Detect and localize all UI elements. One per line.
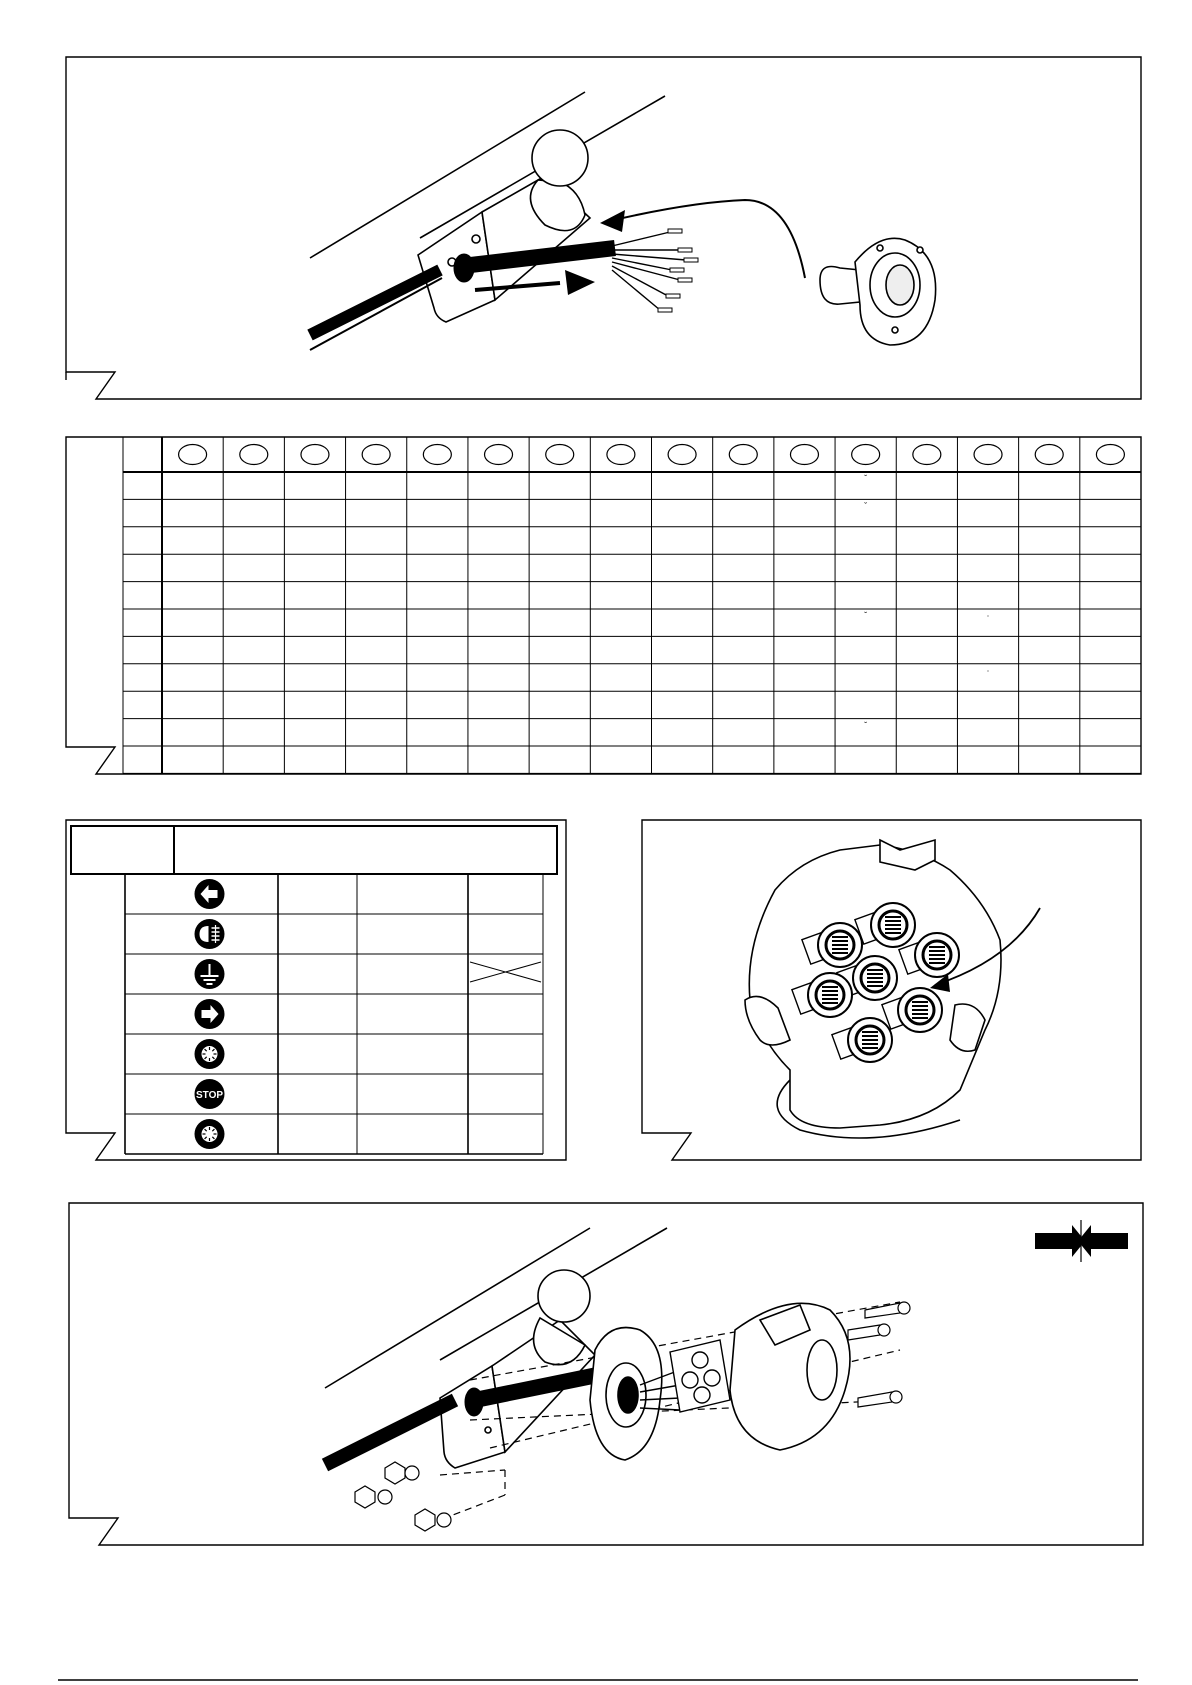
wiring-check-mark: ˇ: [864, 720, 868, 731]
arrow-in-icon: [1035, 1220, 1128, 1262]
wiring-check-mark: ˇ: [864, 501, 868, 512]
wiring-check-mark: ·: [986, 665, 990, 676]
wiring-check-mark: ˇ: [864, 610, 868, 621]
wiring-check-mark: ·: [986, 610, 990, 621]
wiring-check-mark: ˇ: [864, 473, 868, 484]
stop-label: STOP: [195, 1090, 224, 1101]
